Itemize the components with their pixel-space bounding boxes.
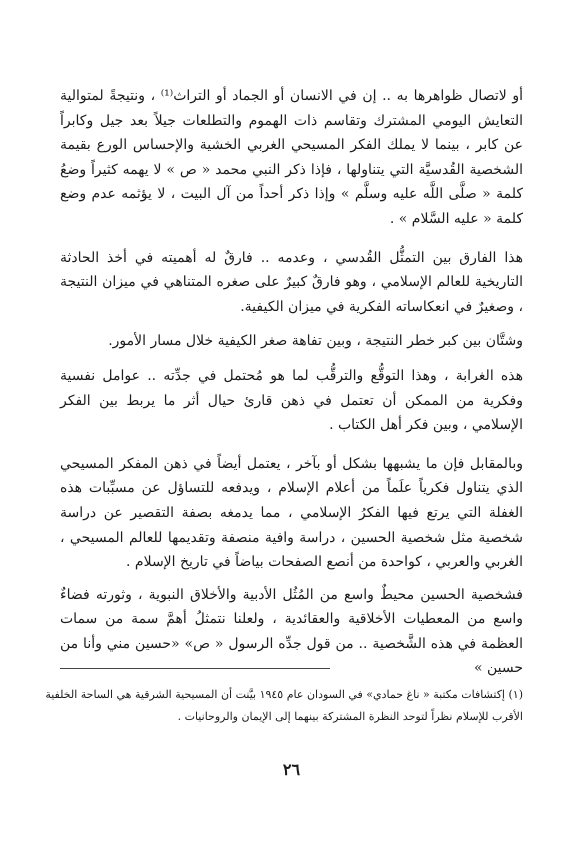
page-body bbox=[60, 84, 523, 681]
footnote-separator bbox=[60, 668, 330, 669]
page-number: ٢٦ bbox=[282, 760, 301, 779]
footnote bbox=[45, 684, 523, 728]
footnote-line-1: (١) إكتشافات مكتبة « ناغ حمادي» في السودان عام ١٩٤٥ بيَّنت أن المسيحية الشرقية هي الساحة الخلفية bbox=[45, 688, 523, 701]
paragraph-1: أو لاتصال ظواهرها به .. إن في الانسان أو الجماد أو التراث⁽¹⁾ ، ونتيجةً لمتوالية التعايش اليومي المشترك وتقاسم ذات الهموم والتطلعات جيلاً بعد جيل وكابراً عن كابر ، بينما لا يملك الفكر المسيحي الغربي الخشية والإحساس الورع بقيمة الشخصية القُدسيَّة التي يتناولها ، فإذا ذكر النبي محمد « ص » لا يهمه كثيراً وضعُ كلمة « صلَّى اللَّه عليه وسلَّم » وإذا ذكر أحداً من آل البيت ، لا يؤثمه عدم وضع كلمة « عليه السَّلام » . bbox=[60, 88, 523, 227]
paragraph-3: وشتَّان بين كبر خطر النتيجة ، وبين تفاهة صغر الكيفية خلال مسار الأمور. bbox=[108, 333, 523, 350]
footnote-line-2: الأقرب للإسلام نظراً لتوحد النظرة المشتركة بينهما إلى الإيمان والروحانيات . bbox=[177, 710, 523, 723]
paragraph-2: هذا الفارق بين التمثُّل القُدسي ، وعدمه .. فارقٌ له أهميته في أخذ الحادثة التاريخية للعالم الإسلامي ، وهو فارقٌ كبيرٌ على صغره المتناهي في ميزان النتيجة ، وصغيرٌ في انعكاساته الفكرية في ميزان الكيفية. bbox=[60, 249, 523, 315]
paragraph-4: هذه الغرابة ، وهذا التوقُّع والترقُّب لما هو مُحتمل في جدِّته .. عوامل نفسية وفكرية من الممكن أن تعتمل في ذهن قارئ حيال أثر ما يربط بين الفكر الإسلامي ، وبين فكر أهل الكتاب . bbox=[60, 367, 523, 434]
paragraph-6: فشخصية الحسين محيطٌ واسع من المُثُل الأدبية والأخلاق النبوية ، وثورته فضاءٌ واسع من المعطيات الأخلاقية والعقائدية ، ولعلنا نتمثلُ أهمَّ سمة من سمات العظمة في هذه الشَّخصية .. من قول جدِّه الرسول « ص» «حسين مني وأنا من حسين » bbox=[60, 586, 523, 677]
paragraph-5: وبالمقابل فإن ما يشبهها بشكل أو بآخر ، يعتمل أيضاً في ذهن المفكر المسيحي الذي يتناول فكرياً علَماً من أعلام الإسلام ، ويدفعه للتساؤل عن مسبِّبات هذه الغفلة التي يرتع فيها الفكرُ الإسلامي ، مما يدمغه بصفة التقصير عن دراسة شخصية مثل شخصية الحسين ، دراسة وافية منصفة وتقديمها للعالم المسيحي ، الغربي والعربي ، كواحدة من أنصع الصفحات بياضاً في تاريخ الإسلام . bbox=[60, 455, 523, 571]
